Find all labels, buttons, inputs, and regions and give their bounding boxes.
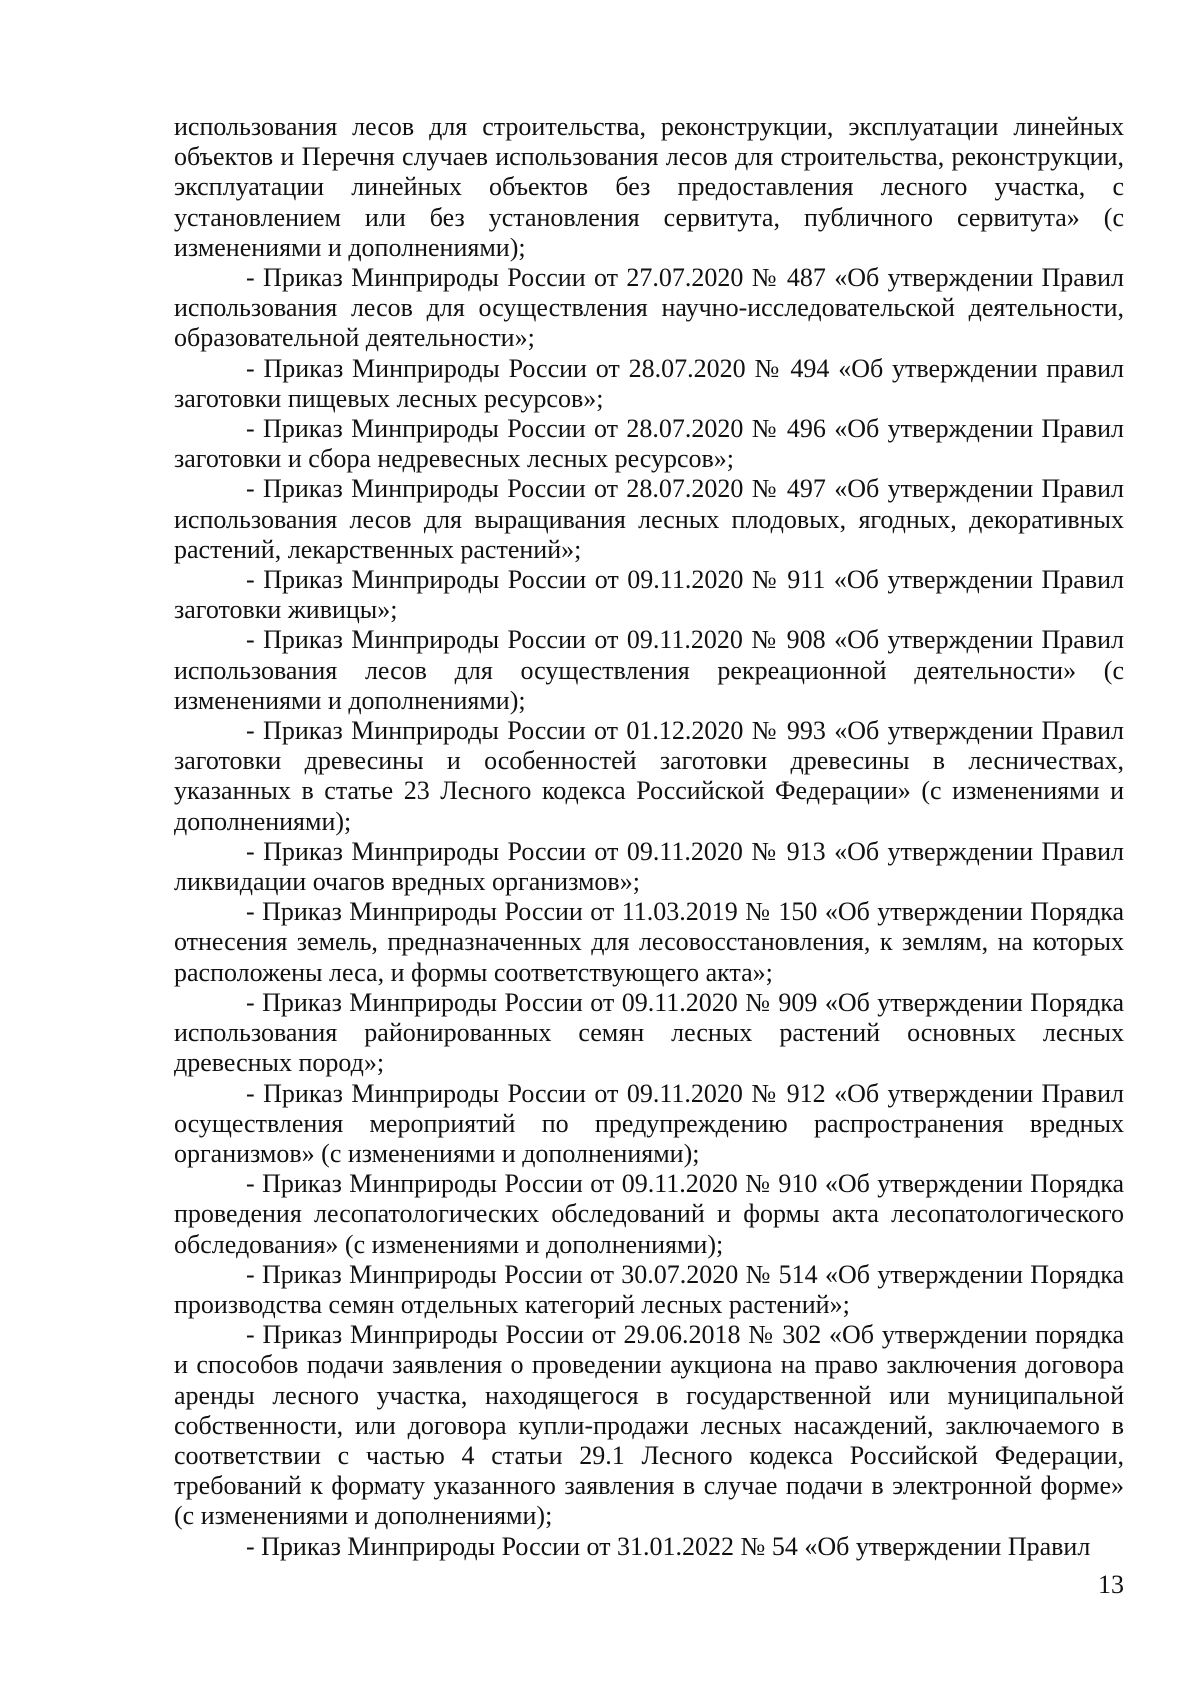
paragraph-order-514: - Приказ Минприроды России от 30.07.2020 № 514 «Об утверждении Порядка производства семян отдельных категорий лесных растений»; [174, 1259, 1124, 1319]
paragraph-order-912: - Приказ Минприроды России от 09.11.2020 № 912 «Об утверждении Правил осуществления мероприятий по предупреждению распространения вредных организмов» (с изменениями и дополнениями); [174, 1078, 1124, 1168]
paragraph-order-913: - Приказ Минприроды России от 09.11.2020 № 913 «Об утверждении Правил ликвидации очагов вредных организмов»; [174, 836, 1124, 897]
document-body [174, 112, 1124, 1562]
paragraph-order-911: - Приказ Минприроды России от 09.11.2020 № 911 «Об утверждении Правил заготовки живицы»; [174, 565, 1124, 625]
paragraph-order-993: - Приказ Минприроды России от 01.12.2020 № 993 «Об утверждении Правил заготовки древесины и особенностей заготовки древесины в лесничествах, указанных в статье 23 Лесного кодекса Российской Федерации» (с изменениями и дополнениями); [174, 716, 1124, 836]
paragraph-order-302: - Приказ Минприроды России от 29.06.2018 № 302 «Об утверждении порядка и способов подачи заявления о проведении аукциона на право заключения договора аренды лесного участка, находящегося в государственной или муниципальной собственности, или договора купли-продажи лесных насаждений, заключаемого в соответствии с частью 4 статьи 29.1 Лесного кодекса Российской Федерации, требований к формату указанного заявления в случае подачи в электронной форме» (с изменениями и дополнениями); [174, 1320, 1124, 1531]
paragraph-order-494: - Приказ Минприроды России от 28.07.2020 № 494 «Об утверждении правил заготовки пищевых лесных ресурсов»; [174, 353, 1124, 413]
paragraph-order-909: - Приказ Минприроды России от 09.11.2020 № 909 «Об утверждении Порядка использования районированных семян лесных растений основных лесных древесных пород»; [174, 987, 1124, 1078]
paragraph-order-497: - Приказ Минприроды России от 28.07.2020 № 497 «Об утверждении Правил использования лесов для выращивания лесных плодовых, ягодных, декоративных растений, лекарственных растений»; [174, 474, 1124, 564]
paragraph-order-910: - Приказ Минприроды России от 09.11.2020 № 910 «Об утверждении Порядка проведения лесопатологических обследований и формы акта лесопатологического обследования» (с изменениями и дополнениями); [174, 1169, 1124, 1259]
paragraph-order-150: - Приказ Минприроды России от 11.03.2019 № 150 «Об утверждении Порядка отнесения земель, предназначенных для лесовосстановления, к землям, на которых расположены леса, и формы соответствующего акта»; [174, 897, 1124, 987]
paragraph-order-908: - Приказ Минприроды России от 09.11.2020 № 908 «Об утверждении Правил использования лесов для осуществления рекреационной деятельности» (с изменениями и дополнениями); [174, 625, 1124, 715]
paragraph-order-54: - Приказ Минприроды России от 31.01.2022 № 54 «Об утверждении Правил [246, 1531, 1091, 1561]
paragraph-continuation: использования лесов для строительства, реконструкции, эксплуатации линейных объектов и Перечня случаев использования лесов для строительства, реконструкции, эксплуатации линейных объектов без предоставления лесного участка, с установлением или без установления сервитута, публичного сервитута» (с изменениями и дополнениями); [174, 112, 1124, 262]
page-number: 13 [1098, 1570, 1124, 1599]
paragraph-order-496: - Приказ Минприроды России от 28.07.2020 № 496 «Об утверждении Правил заготовки и сбора недревесных лесных ресурсов»; [174, 414, 1124, 474]
paragraph-order-487: - Приказ Минприроды России от 27.07.2020 № 487 «Об утверждении Правил использования лесов для осуществления научно-исследовательской деятельности, образовательной деятельности»; [174, 263, 1124, 353]
